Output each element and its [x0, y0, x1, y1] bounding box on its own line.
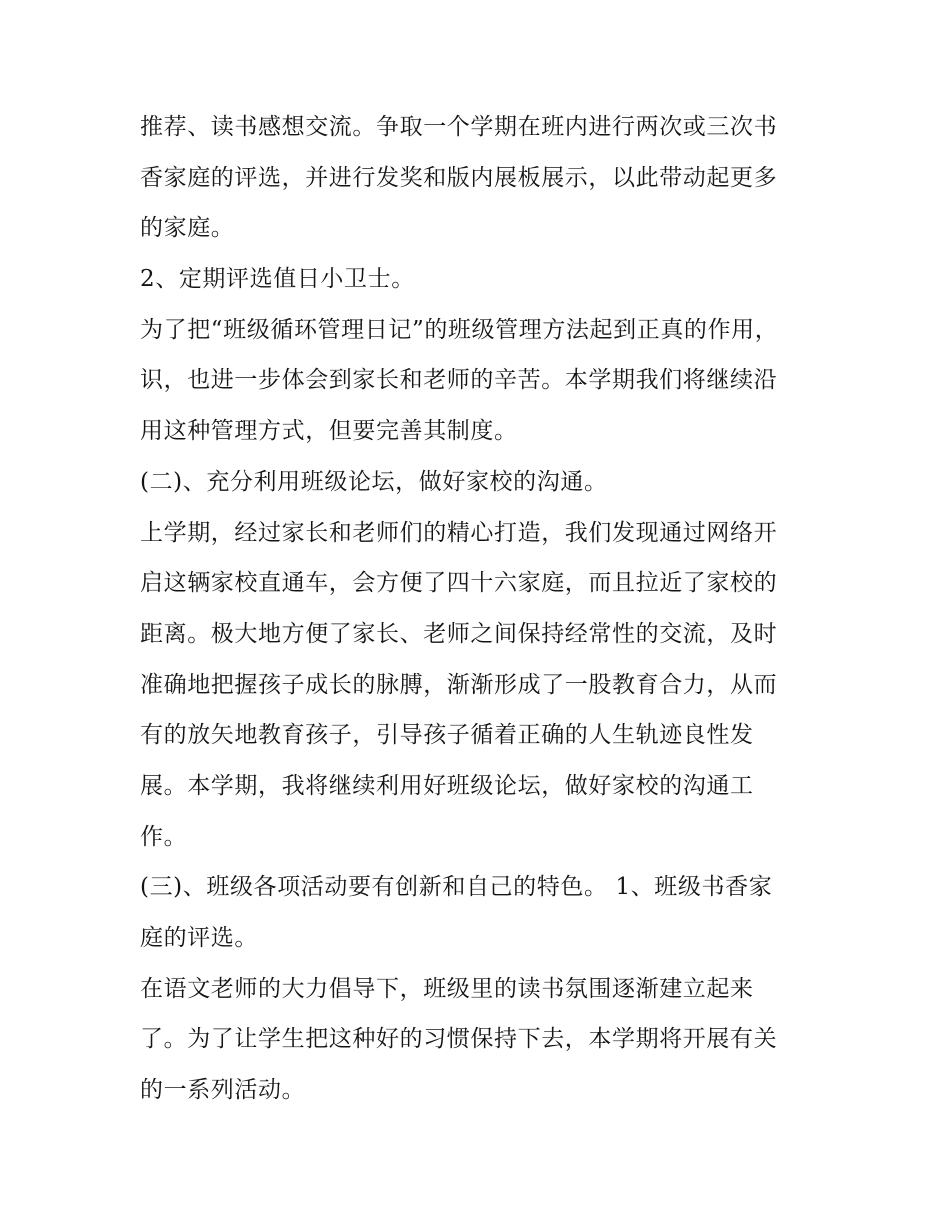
- text-line: 展。本学期，我将继续利用好班级论坛，做好家校的沟通工: [140, 772, 754, 799]
- text-line: 推荐、读书感想交流。争取一个学期在班内进行两次或三次书: [140, 114, 778, 140]
- text-line: 香家庭的评选，并进行发奖和版内展板展示，以此带动起更多: [140, 164, 778, 191]
- text-line: 的家庭。: [140, 215, 235, 242]
- document-body: [140, 102, 820, 1116]
- text-line: 为了把“班级循环管理日记”的班级管理方法起到正真的作用，: [140, 316, 779, 343]
- text-line: 有的放矢地教育孩子，引导孩子循着正确的人生轨迹良性发: [140, 722, 754, 749]
- text-line: 用这种管理方式，但要完善其制度。: [140, 418, 518, 445]
- text-line: (三)、班级各项活动要有创新和自己的特色。 1、班级书香家: [140, 874, 773, 901]
- text-line: (二)、充分利用班级论坛，做好家校的沟通。: [140, 468, 608, 495]
- text-line: 准确地把握孩子成长的脉膊，渐渐形成了一股教育合力，从而: [140, 671, 778, 698]
- text-line: 庭的评选。: [140, 925, 258, 951]
- text-line: 上学期，经过家长和老师们的精心打造，我们发现通过网络开: [140, 519, 778, 546]
- text-line: 识，也进一步体会到家长和老师的辛苦。本学期我们将继续沿: [140, 367, 778, 394]
- text-line: 的一系列活动。: [140, 1077, 306, 1104]
- text-line: 作。: [140, 823, 188, 850]
- text-line: 了。为了让学生把这种好的习惯保持下去，本学期将开展有关: [140, 1026, 778, 1053]
- text-line: 在语文老师的大力倡导下，班级里的读书氛围逐渐建立起来: [140, 975, 754, 1002]
- text-line: 启这辆家校直通车，会方便了四十六家庭，而且拉近了家校的: [140, 570, 778, 597]
- text-line: 2、定期评选值日小卫士。: [140, 266, 415, 293]
- text-line: 距离。极大地方便了家长、老师之间保持经常性的交流，及时: [140, 620, 778, 647]
